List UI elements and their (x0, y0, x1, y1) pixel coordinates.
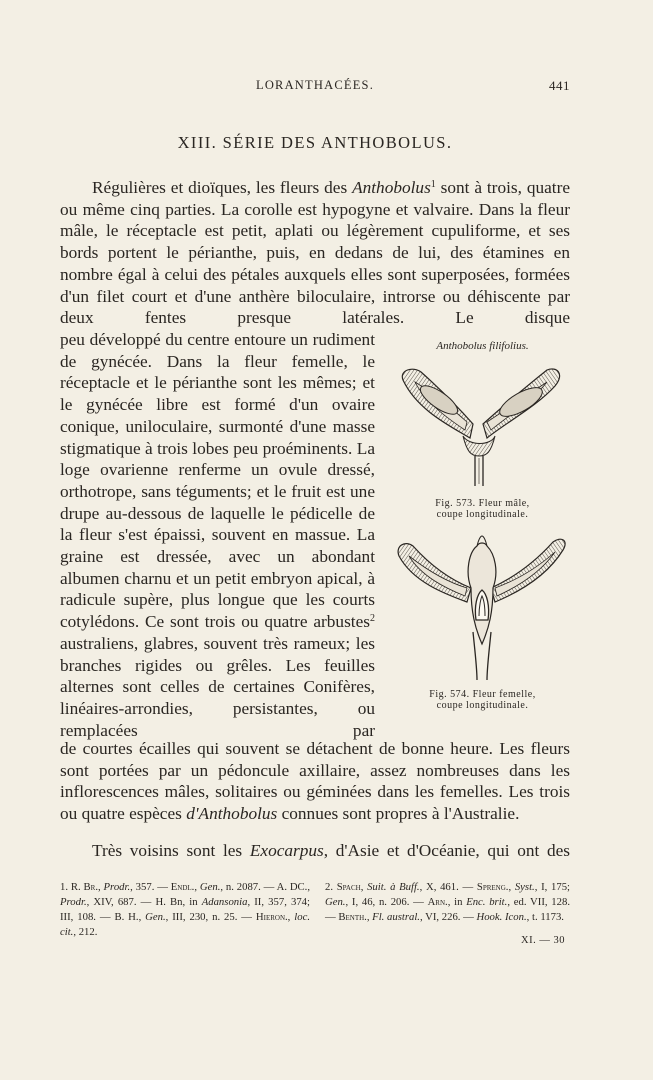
fn2-author3: Arn. (427, 896, 448, 908)
fn2-work4: Enc. brit. (466, 896, 508, 908)
p1-narrow-a: peu développé du centre entoure un rudiment de gynécée. Dans la fleur femelle, le réceptacle et le périanthe sont les mêmes; et le gynécée libre est formé d'un ovaire conique, uniloculaire, surmonté d'une masse stigmatique à trois lobes peu proéminents. La loge ovarienne renferme un ovule dressé, orthotrope, sans téguments; et le fruit est une drupe au-dessous de laquelle le pédicelle de la fleur s'est épaissi, souvent en massue. La graine est dressée, avec un abondant albumen charnu et un petit embryon apical, à radicule supère, plus longue que les courts cotylédons. Ce sont trois ou quatre arbustes (60, 330, 375, 632)
paragraph-2 (60, 840, 570, 862)
paragraph-1-narrow (60, 329, 375, 741)
fn1-work3: Prodr. (60, 896, 87, 908)
genus-exocarpus: Exocarpus (249, 841, 324, 860)
fn1-author: R. Br. (70, 881, 98, 893)
fn2-work6: Hook. Icon. (476, 911, 527, 923)
fn1-author3: Hieron. (255, 911, 288, 923)
fn2-work2: Syst. (514, 881, 535, 893)
paragraph-1-intro (60, 177, 570, 329)
genus-anthobolus: Anthobolus (352, 178, 431, 197)
fn2-sep4: , (366, 911, 373, 923)
fn2-author4: Benth. (338, 911, 367, 923)
p1-text-a: Régulières et dioïques, les fleurs des (92, 178, 353, 197)
p2-text-a: Très voisins sont les (92, 841, 250, 860)
figure-574-caption (395, 689, 570, 711)
fn2-work5: Fl. austral. (372, 911, 420, 923)
fn1-ref6: , 212. (73, 926, 98, 938)
fn2-ref3: , I, 46, n. 206. — (345, 896, 428, 908)
footnote-ref-2: 2 (370, 613, 375, 625)
figure-573-illustration (395, 360, 570, 488)
fn2-sep: , (360, 881, 368, 893)
footnote-ref-1: 1 (430, 179, 436, 190)
figure-title: Anthobolus filifolius. (436, 340, 529, 352)
fn1-author2: Endl. (170, 881, 195, 893)
fig574-caption-line1: Fig. 574. Fleur femelle, (429, 689, 536, 700)
fn1-work2: Gen. (199, 881, 221, 893)
footnote-1 (60, 880, 310, 940)
fig573-caption-line1: Fig. 573. Fleur mâle, (435, 498, 530, 509)
paragraph-1-tail (60, 738, 570, 825)
fn1-work4: Adansonia (201, 896, 248, 908)
fig574-caption-line2: coupe longitudinale. (436, 700, 529, 711)
fn1-ref3: , XIV, 687. — H. Bn, in (86, 896, 202, 908)
footnote-2 (325, 880, 570, 925)
fn1-ref2: , n. 2087. — A. DC., (220, 881, 311, 893)
fn2-sep2: , (508, 881, 515, 893)
fn2-ref4: , ed. VII, 128. — (325, 896, 570, 923)
section-title: XIII. SÉRIE DES ANTHOBOLUS. (177, 133, 453, 152)
p1-tail-b: connues sont propres à l'Australie. (277, 804, 520, 824)
p1-text-c: quatre ou même cinq parties. La corolle est hypogyne et valvaire. Dans la fleur mâle, le réceptacle est petit, aplati ou légèrement cupuliforme, et ses bords portent le périanthe, puis, en dedans de lui, des étamines en nombre égal à celui des pétales auxquels elles sont superposées, formées d'un filet court et d'une anthère biloculaire, introrse ou déhiscente par deux fentes presque latérales. Le disque (60, 178, 570, 328)
fn1-ref: , 357. — (130, 881, 171, 893)
fn1-work: Prodr. (103, 881, 131, 893)
page-number: 441 (549, 78, 570, 93)
fn2-author: Spach (336, 881, 361, 893)
p1-text-b: sont à trois, (435, 178, 522, 197)
p2-text-b: , d'Asie et d'Océanie, qui ont des (323, 841, 571, 860)
fn1-sep2: , (194, 881, 200, 893)
p1-tail-a: de courtes écailles qui souvent se détachent de bonne heure. Les fleurs sont portées par un pédoncule axillaire, assez nombreuses dans les inflorescences mâles, solitaires ou géminées dans les femelles. Les trois ou quatre espèces (60, 739, 570, 824)
fn2-author2: Spreng. (476, 881, 509, 893)
genus-anthobolus-2: d'Anthobolus (186, 804, 278, 824)
fn2-work: Suit. à Buff. (367, 881, 420, 893)
fn2-sep3: , in (447, 896, 467, 908)
figure-573-caption (395, 498, 570, 520)
running-head: LORANTHACÉES. (255, 78, 375, 92)
p1-narrow-b: australiens, glabres, souvent très rameux; les branches rigides ou grêles. Les feuilles alternes sont celles de certaines Conifères, linéaires-arrondies, persistantes, ou remplacées par (60, 633, 375, 740)
fn2-work3: Gen. (325, 896, 346, 908)
fn2-num: 2. (325, 881, 337, 893)
fn1-ref4: , II, 357, 374; III, 108. — B. H., (60, 896, 310, 923)
fn2-ref: , X, 461. — (419, 881, 477, 893)
fn2-ref2: , I, 175; (534, 881, 571, 893)
fig573-caption-line2: coupe longitudinale. (436, 509, 529, 520)
fn1-work6: loc. cit. (60, 911, 310, 938)
signature-mark: XI. — 30 (521, 935, 565, 946)
fn1-num: 1. (60, 881, 71, 893)
fn1-sep: , (98, 881, 104, 893)
fn2-ref6: , t. 1173. (526, 911, 564, 923)
figure-574-illustration (395, 532, 570, 682)
fn1-work5: Gen. (145, 911, 166, 923)
fn1-sep3: , (287, 911, 295, 923)
fn1-ref5: , III, 230, n. 25. — (165, 911, 256, 923)
fn2-ref5: , VI, 226. — (419, 911, 477, 923)
